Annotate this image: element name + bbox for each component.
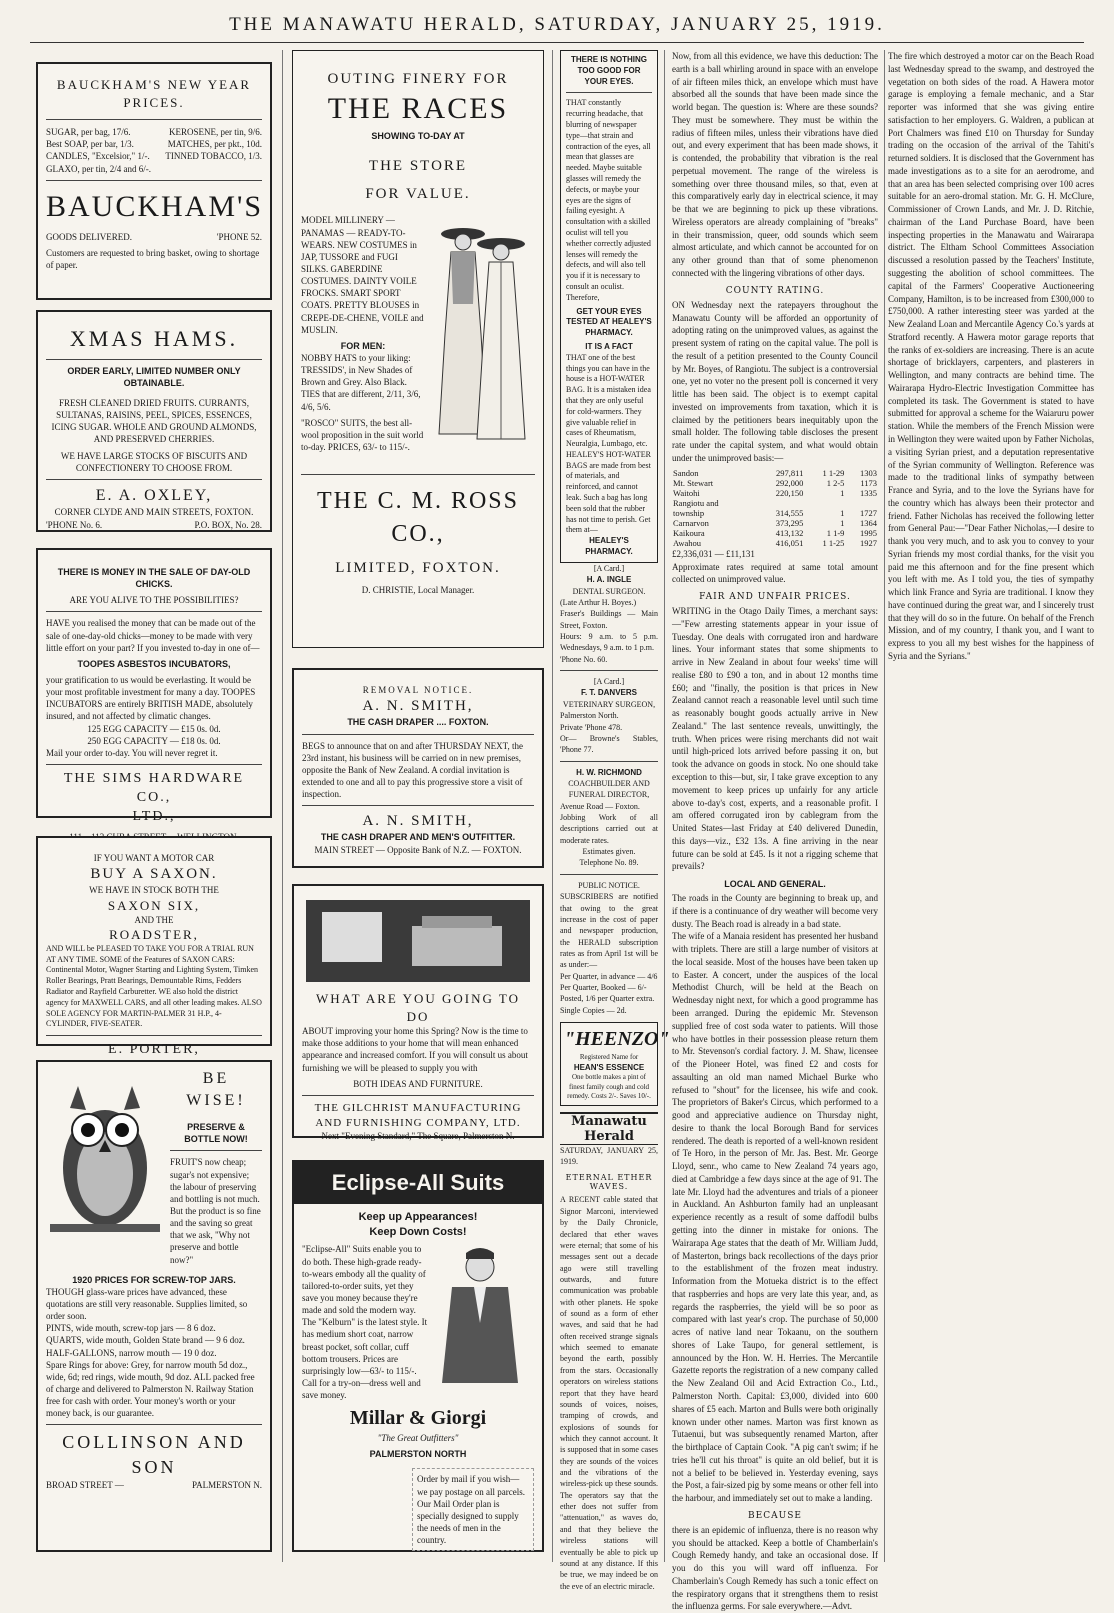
heenzo-small: One bottle makes a pint of finest family cough and cold remedy. Costs 2/-. Saves 10/-. <box>567 1073 651 1101</box>
heenzo-sub: Registered Name for <box>579 1053 639 1062</box>
rating-cell: 1335 <box>860 487 877 498</box>
rating-cell: Kaikoura <box>673 527 705 538</box>
rating-cell: 1364 <box>860 517 877 528</box>
bauckham-title: BAUCKHAM'S NEW YEAR PRICES. <box>56 77 252 110</box>
sims-ltd: LTD., <box>132 808 176 824</box>
saxon-body: AND WILL be PLEASED TO TAKE YOU FOR A TRIAL RUN AT ANY TIME. SOME of the Features of SAXON CARS: Continental Motor, Wagner Starting and Lighting System, Timken Roller Bearings, Pratt Bearings, Demountable Rims, Fedders Radiator and Rayfield Carburetter. WE also hold the district agency for MAXWELL CARS, and all other leading makes. ALSO SOLE AGENCY FOR MARTIN-PALMER 31 H.P., 4-CYLINDER, FIVE-SEATER. <box>46 943 262 1029</box>
store-items: MODEL MILLINERY — PANAMAS — READY-TO-WEARS. NEW COSTUMES in JAP, TUSSORE and FUGI SILKS. GABERDINE COSTUMES. DAINTY VOILE FROCKS. SMART SPORT COATS. PRETTY BLOUSES in CREPE-DE-CHENE, VOILE and MUSLIN. <box>301 215 424 335</box>
county-heading: COUNTY RATING. <box>725 285 825 296</box>
healey-name: HEALEY'S PHARMACY. <box>585 536 633 557</box>
ross-ad <box>292 50 544 648</box>
chicks-mail: Mail your order to-day. You will never regret it. <box>46 747 218 758</box>
oxley-address: CORNER CLYDE AND MAIN STREETS, FOXTON. <box>54 507 254 518</box>
ross-name: THE C. M. ROSS CO., <box>316 488 520 547</box>
collinson-name: COLLINSON AND SON <box>62 1432 246 1477</box>
price-row: SUGAR, per bag, 17/6. KEROSENE, per tin, 9/6. <box>46 127 262 138</box>
rating-cell: 1 <box>840 517 845 528</box>
jar-price-row: PINTS, wide mouth, screw-top jars — 8 6 doz. <box>46 1323 216 1334</box>
smith-sub: THE CASH DRAPER .... FOXTON. <box>347 717 489 728</box>
oxley-body: FRESH CLEANED DRIED FRUITS. CURRANTS, SULTANAS, RAISINS, PEEL, SPICES, ESSENCES, ICING SUGAR. WHOLE AND GROUND ALMONDS, AND PRESERVED CHERRIES. <box>51 397 257 445</box>
furniture-illustration <box>302 896 534 986</box>
rating-cell: 413,132 <box>775 527 804 538</box>
bauckham-delivered: GOODS DELIVERED. <box>46 232 132 243</box>
gilchrist-ideas: BOTH IDEAS AND FURNITURE. <box>353 1078 483 1089</box>
ether-heading: ETERNAL ETHER WAVES. <box>565 1173 653 1192</box>
owl-illustration <box>46 1068 164 1238</box>
rating-cell: 1 1-9 <box>826 527 845 538</box>
bauckham-name: BAUCKHAM'S <box>46 189 264 223</box>
gilchrist-body: ABOUT improving your home this Spring? Now is the time to make those additions to your home that will mean enhanced appearance and increased comfort. If you will consult us about furnishing we will be pleased to supply you with <box>302 1026 528 1073</box>
healey-test: GET YOUR EYES TESTED AT HEALEY'S PHARMACY. <box>566 306 652 338</box>
millar-body: "Eclipse-All" Suits enable you to do both. These high-grade ready-to-wears embody all the quality of tailored-to-order suits, yet they save you money because they're made and sold the modern way. The "Kelburn" is the latest style. It has medium short coat, narrow breast pocket, soft collar, cuff bottom trousers. Prices are surprisingly low—63/- to 115/-. Call for a try-on—dress well and save money. <box>302 1244 428 1401</box>
removal-heading: REMOVAL NOTICE. <box>362 685 474 695</box>
chicks-capacity-1: 125 EGG CAPACITY — £15 0s. 0d. <box>87 723 221 734</box>
rating-row <box>672 498 878 508</box>
heenzo-essence: HEAN'S ESSENCE <box>573 1062 645 1072</box>
chicks-capacity-2: 250 EGG CAPACITY — £18 0s. 0d. <box>87 735 221 746</box>
price-row: GLAXO, per tin, 2/4 and 6/-. <box>46 163 151 174</box>
rating-cell <box>754 498 805 508</box>
because-heading: BECAUSE <box>748 1510 802 1521</box>
bauckham-ad <box>36 62 272 300</box>
races-line-3: SHOWING TO-DAY AT <box>371 130 465 141</box>
notice-body: SUBSCRIBERS are notified that owing to the great increase in the cost of paper and newspaper production, the HERALD subscription rates as from April 1st will be as under:— <box>560 892 658 970</box>
chicks-product: TOOPES ASBESTOS INCUBATORS, <box>77 658 231 669</box>
rosco-suits: "ROSCO" SUITS, the best all-wool proposition in the suit world to-day. PRICES, 63/- to 115/-. <box>301 417 424 452</box>
rating-cell: 1 <box>840 487 845 498</box>
porter-name: E. PORTER, <box>108 1042 200 1058</box>
oxley-order: ORDER EARLY, LIMITED NUMBER ONLY OBTAINABLE. <box>67 365 241 388</box>
eclipse-banner: Eclipse-All Suits <box>294 1162 542 1204</box>
rating-cell: 1 <box>840 507 845 518</box>
races-line-5: FOR VALUE. <box>365 186 471 203</box>
gilchrist-headline: WHAT ARE YOU GOING TO DO <box>315 991 521 1024</box>
jar-prices-title: 1920 PRICES FOR SCREW-TOP JARS. <box>72 1274 236 1285</box>
chicks-ad <box>36 548 272 824</box>
healey-head: THERE IS NOTHING TOO GOOD FOR YOUR EYES. <box>570 55 647 86</box>
collinson-body-3: Spare Rings for above: Grey, for narrow mouth 5d doz., wide, 6d; red rings, wide mouth, 9d doz. ALL packed free of charge and delivered to Palmerston N. Railway Station free for cash with order. Your money's worth or your money back, is our guarantee. <box>46 1359 255 1419</box>
millar-head-2: Keep Down Costs! <box>369 1225 467 1238</box>
rating-cell: Carnarvon <box>673 517 709 528</box>
men-heading: FOR MEN: <box>340 340 386 351</box>
rating-row <box>672 518 878 528</box>
chicks-title: THERE IS MONEY IN THE SALE OF DAY-OLD CHICKS. <box>57 567 251 590</box>
rating-cell: 373,295 <box>775 517 804 528</box>
notice-rate: Single Copies — 2d. <box>560 1005 627 1015</box>
collinson-street: BROAD STREET — <box>46 1480 124 1491</box>
rating-cell: 1 2-5 <box>826 477 845 488</box>
rating-cell: 297,811 <box>776 467 804 478</box>
rating-cell <box>845 498 878 508</box>
oxley-body-2: WE HAVE LARGE STOCKS OF BISCUITS AND CONFECTIONERY TO CHOOSE FROM. <box>60 450 248 473</box>
gilchrist-address: Next "Evening Standard," The Square, Palmerston N. <box>321 1131 515 1142</box>
column-3 <box>560 50 670 1591</box>
jar-price-row: QUARTS, wide mouth, Golden State brand — 9 6 doz. <box>46 1335 245 1346</box>
millar-head-1: Keep up Appearances! <box>358 1210 478 1223</box>
rating-row <box>672 508 878 518</box>
bauckham-price-list <box>46 126 262 175</box>
rating-row <box>672 468 878 478</box>
healey-ad <box>560 50 658 563</box>
rating-row <box>672 538 878 548</box>
rating-table <box>672 468 878 548</box>
card-richmond: H. W. RICHMOND COACHBUILDER AND FUNERAL DIRECTOR, Avenue Road — Foxton. Jobbing Work of all descriptions carried out at moderate rates. Estimates given. Telephone No. 89. <box>560 767 658 868</box>
rating-cell: Mt. Stewart <box>673 477 714 488</box>
notice-rate: Per Quarter, Booked — 6/- <box>560 983 647 993</box>
because-body: there is an epidemic of influenza, there is no reason why you should be attacked. Keep a bottle of Chamberlain's Cough Remedy handy, and take an occasional dose. If you do this you will ward off influenza. For Chamberlain's Cough Remedy has such a tonic effect on the respiratory organs that it strengthens them to resist the influenza germs. For sale everywhere.—Advt. <box>672 1524 878 1612</box>
price-row: CANDLES, "Excelsior," 1/-. TINNED TOBACCO, 1/3. <box>46 151 262 162</box>
notice-heading: PUBLIC NOTICE. <box>578 880 640 890</box>
news-column-5: The wife of a Manaia resident has presented her husband with triplets. There are still a large number of visitors at the local seaside. Most of the houses have been taken up to Easter. A concert, under the auspices of the local Methodist Church, will be held at the Beach on Wednesday night next, for which a good programme has been arranged. During the epidemic Mr. Stevenson supplied free of cost soda water to patients. Will those who have bottles in their possession please return them to Mr. Stevenson's cordial factory. J. M. Shaw, licensee of the Pioneer Hotel, was fined £2 and costs for assaulting an old man named Michael Burke who refused to "shout" for the licensee, his wife and cook. The proprietors of Baker's Circus, which performed to a good and appreciative audience on Thursday night, desire to thank the local Borough Band for services rendered. The death is reported of a well-known resident of Te Horo, in the person of Mr. Jas. Best. Mr. George Lloyd, senr., who came to New Zealand 74 years ago, died at Cambridge a few days since at the age of 91. The late Mr. Lloyd had the adventures and trials of a pioneer in Auckland. An Ashburton family had an unpleasant experience recently as a result of some daffodil bulbs getting into the dinner in mistake for onions. The Wairarapa Age states that the death of Mr. William Judd, of Masterton, brings back recollections of the days prior to the establishment of the frozen meat industry. Information from the Motueka district is to the effect that raspberries and hops are very late this year, and, as regards the raspberries, the yield will be so poor as compared with last year's crop. The purchase of 50,000 acres of native land near Tokaanu, on the southern shores of Lake Taupo, for general settlement, is announced by the Hon. W. H. Herries. The Mercantile Gazette reports the registration of a new company called the New Zealand Oil and Acid Extraction Co., Ltd., Palmerston North. Capital: £3,000, divided into 600 shares of £5 each. Marton and Bulls were both originally known under other names. Marton was first known as Tutaenui, but was subsequently renamed Marton, after the birthplace of Captain Cook. "A pig can't swim; if he tries he'll cut his throat" is quite an old belief, but it is not a belief to be believed in. Yesterday evening, says the Post, a fair-sized pig by some means or other fell into the harbour, and immediately set out to make a landing. <box>672 931 878 1504</box>
saxon-stock: WE HAVE IN STOCK BOTH THE <box>89 885 219 896</box>
smith-name: A. N. SMITH, <box>362 698 474 715</box>
fair-body: WRITING in the Otago Daily Times, a merchant says:—"Few arresting statements appear in your issue of Tuesday. One deals with corrugated iron and hardware lines. Your informant states that some shipments to arrive in New Zealand in about four weeks' time will realise £80 to £90 a ton, and in about 12 months time £60; and "finally, the position is that prices in New Zealand cannot reach a reasonable level until such time as reasonably bought goods actually arrive in New Zealand." The last sentence reveals, unwittingly, the truth. When prices were rising merchants did not wait until high-priced lots arrived before passing it on, but took the advance on goods in stock. No one should take exception to this—but, sir, I take grave exception to any movement to keep prices up unfairly for any article above to-day's cost, experts, and a reasonable profit. I am offered corrugated iron by cablegram from the United States—last Friday at £40 delivered Dunedin, this days—viz., £32 13s. A fine arriving in the near future can be sold at £45. Is it not a rigging scheme that prevails? <box>672 606 878 872</box>
healey-body-2: THAT one of the best things you can have in the house is a HOT-WATER BAG. It is a mistaken idea that they are only useful for cold-warmers. They give valuable relief in cases of Rheumatism, Neuralgia, Lumbago, etc. HEALEY'S HOT-WATER BAGS are made from best of materials, and reinforced, and cannot leak. Such a bag has long been sold that the rubber has not time to perish. Get them at— <box>566 352 651 535</box>
smith-sub-2: THE CASH DRAPER AND MEN'S OUTFITTER. <box>320 832 516 843</box>
gilchrist-name: THE GILCHRIST MANUFACTURING AND FURNISHING COMPANY, LTD. <box>314 1101 522 1129</box>
jar-price-row: HALF-GALLONS, narrow mouth — 19 0 doz. <box>46 1347 217 1358</box>
saxon-roadster: ROADSTER, <box>109 927 199 943</box>
chicks-body: HAVE you realised the money that can be made out of the sale of one-day-old chicks—money to be made with very little effort on your part? If you invested to-day in one of— <box>46 618 260 653</box>
rating-total: £2,336,031 — £11,131 <box>672 548 755 559</box>
millar-slogan: "The Great Outfitters" <box>377 1433 459 1444</box>
rating-row <box>672 478 878 488</box>
ether-article: A RECENT cable stated that Signor Marconi, interviewed by the Daily Chronicle, declared that ether waves were eternal; that some of his messages sent out a decade ago were still travelling outwards, and future communication was probable with other planets. He spoke of sound as a form of ether waves, and said that he had often received strange signals which seemed to emanate beyond the earth, possibly from the stars. Occasionally operators on wireless stations report that they have heard sounds of voices, noises, tramping of crowds, and explosions of sounds for which they cannot account. It is supposed that in some cases they are sounds of the voices and the vibrations of the wireless-pick up these sounds. The operators say that the ether does not suffer from "attenuation," as waves do, and that they believe the wireless stations will eventually be able to pick up sound at any distance. If this be true, we may indeed be on the eve of an electric miracle. <box>560 1195 658 1591</box>
ether-continuation: Now, from all this evidence, we have this deduction: The earth is a ball whirling around in space with an envelope of air fifteen miles thick, an envelope which must have absorbed all the sounds that have been made since the world began. The question is: Where are these sounds? They must be somewhere. They must be within the radius of fifteen miles, unless their vibrations have died out, and every experiment that has been made shows, it is contended, the probability that vibration is the real perpetual movement. The range of the wireless is something over three thousand miles, so that, even at this comparatively early day in electrical science, it may be that we are beginning to pick up these vibrations. Wireless operators are already complaining of "breaks" in their transmission, queer, odd sounds which seem almost articulate, and which cannot be accounted for on any other ground than that of some phenomenon connected with the lingering vibrations of other days. <box>672 51 878 279</box>
county-body: ON Wednesday next the ratepayers throughout the Manawatu County will be afforded an opportunity of adopting rating on the unimproved values, as against the present system of rating on the capital value. The poll is the result of a petition presented to the County Council by Mr. Boyes, of Rangiotu. The subject is a controversial one, yet no voter no the present poll is concerned it very little has been said. The object is to exempt capital invested on improvements from taxation, which it is claimed by the petitioners bears inequitably upon the small holder. The following table discloses the present rate under the capital system, and what would obtain under the unimproved basis:— <box>672 299 878 463</box>
smith-name-2: A. N. SMITH, <box>362 813 474 830</box>
notice-rate: Per Quarter, in advance — 4/6 <box>560 971 658 981</box>
chicks-subtitle: ARE YOU ALIVE TO THE POSSIBILITIES? <box>69 595 239 606</box>
suit-illustration <box>430 1243 530 1383</box>
chicks-body-2: your gratification to us would be everlasting. It would be your most profitable investment for many a day. TOOPES INCUBATORS are entirely BRITISH MADE, absolutely insured, and not affected by climatic changes. <box>46 674 256 722</box>
millar-ad <box>292 1160 544 1552</box>
column-rule <box>552 50 553 1562</box>
column-6 <box>888 50 1094 1562</box>
oxley-box: P.O. BOX, No. 28. <box>194 519 262 530</box>
rating-cell: 292,000 <box>775 477 804 488</box>
saxon-six: SAXON SIX, <box>107 897 201 913</box>
saxon-ad <box>36 836 272 1058</box>
saxon-top: IF YOU WANT A MOTOR CAR <box>93 853 215 863</box>
races-line-1: OUTING FINERY FOR <box>327 71 509 87</box>
saxon-and: AND THE <box>134 915 174 926</box>
collinson-body: FRUIT'S now cheap; sugar's not expensive; the labour of preserving and bottling is not much. But the product is so fine and the saving so great that we ask, "Why not preserve and bottle now?" <box>170 1157 261 1265</box>
rating-cell: 1303 <box>860 467 877 478</box>
rating-row <box>672 528 878 538</box>
millar-mail-note: Order by mail if you wish—we pay postage on all parcels. Our Mail Order plan is specially designed to supply the needs of men in the country. <box>412 1468 534 1551</box>
card-danvers: [A Card.] F. T. DANVERS VETERINARY SURGEON, Palmerston North. Private 'Phone 478. Or— Browne's Stables, 'Phone 77. <box>560 677 658 755</box>
smith-address: MAIN STREET — Opposite Bank of N.Z. — FOXTON. <box>314 844 522 855</box>
oxley-phone: 'PHONE No. 6. <box>46 519 103 530</box>
rating-cell: 1927 <box>860 537 877 548</box>
masthead: THE MANAWATU HERALD, SATURDAY, JANUARY 25, 1919. <box>229 14 885 35</box>
fact-heading: IT IS A FACT <box>585 341 633 351</box>
men-body: NOBBY HATS to your liking: TRESSIDS', in New Shades of Brown and Grey. Also Black. TIES that are different, 2/11, 3/6, 4/6, 5/6. <box>301 352 421 412</box>
oxley-title: XMAS HAMS. <box>69 326 239 351</box>
rating-cell: 1727 <box>860 507 877 518</box>
rating-approx: Approximate rates required at same total amount collected on unimproved value. <box>672 561 878 585</box>
bauckham-phone: 'PHONE 52. <box>216 232 262 243</box>
races-line-4: THE STORE <box>368 157 468 174</box>
rating-cell: 1 1-29 <box>822 467 845 478</box>
smith-ad <box>292 668 544 868</box>
rating-cell: 1 1-25 <box>822 537 845 548</box>
paper-date: SATURDAY, JANUARY 25, 1919. <box>560 1145 658 1167</box>
bauckham-note: Customers are requested to bring basket, owing to shortage of paper. <box>46 248 260 271</box>
bewise-headline: BE WISE! <box>186 1070 246 1109</box>
collinson-ad <box>36 1060 272 1552</box>
rating-cell: Rangiotu and <box>673 497 719 508</box>
oxley-name: E. A. OXLEY, <box>95 486 213 504</box>
smith-body: BEGS to announce that on and after THURSDAY NEXT, the 23rd instant, his business will be carried on in new premises, opposite the Bank of New Zealand. A cordial invitation is extended to one and all to pay this progressive store a visit of inspection. <box>302 740 523 800</box>
column-rule <box>282 50 283 1562</box>
millar-name: Millar & Giorgi <box>349 1407 487 1430</box>
rating-cell: Awahou <box>673 537 702 548</box>
local-heading: LOCAL AND GENERAL. <box>724 879 826 890</box>
rating-cell: township <box>673 507 705 518</box>
gilchrist-ad <box>292 884 544 1142</box>
oxley-ad <box>36 310 272 532</box>
rating-cell: 1995 <box>860 527 877 538</box>
rating-cell: 314,555 <box>775 507 804 518</box>
notice-rate: Posted, 1/6 per Quarter extra. <box>560 994 655 1004</box>
millar-town: PALMERSTON NORTH <box>369 1449 467 1460</box>
rating-cell: 416,051 <box>775 537 804 548</box>
local-body: The roads in the County are beginning to break up, and if there is a continuance of dry weather will become very dusty. The Beach road is already in a bad state. <box>672 893 878 929</box>
fashion-illustration <box>425 214 535 464</box>
collinson-town: PALMERSTON N. <box>191 1480 262 1491</box>
cards-section <box>560 563 658 1016</box>
column-4 <box>672 50 878 1612</box>
ross-manager: D. CHRISTIE, Local Manager. <box>361 585 475 596</box>
rating-cell: Sandon <box>673 467 699 478</box>
sims-name: THE SIMS HARDWARE CO., <box>63 770 245 805</box>
rating-cell: Waitohi <box>673 487 700 498</box>
column-rule <box>664 50 665 1562</box>
column-rule <box>884 50 885 1562</box>
rating-cell <box>804 498 845 508</box>
preserve-headline: PRESERVE & BOTTLE NOW! <box>184 1122 248 1145</box>
news-column-6: The fire which destroyed a motor car on the Beach Road last Wednesday spread to the swamp, and destroyed the vegetation on both sides of the road. A Hawera motor garage is employing a female mechanic, and a Star reporter was informed that she was giving entire satisfaction to her employers. G. Waldren, a publican at Port Chalmers was fined £10 on Thursday for Sunday trading on the occasion of the arrival of the Tahiti's returned soldiers. It is disclosed that the Government has made investigations as to a site for an aerodrome, and that an area has been selected comprising over 100 acres suitable for an aero-dromal station. Mr. G. H. McClure, Commissioner of Crown Lands, and Mr. J. D. Ritchie, chairman of the Land Purchase Board, have been inspecting properties in the Manawatu and Wairarapa district. The Eltham School Committees Association discussed a resolution passed by the Teachers' Institute, suggesting the abolition of school committees. The capital of the Farmers' Cooperative Auctioneering Company, Hamilton, is to be increased from £300,000 to £750,000. A rather interesting steer was yarded at the New Zealand Loan and Mercantile Agency Co.'s yards at Stratford recently. A Hawera motor garage reports that the ranks of ex-soldiers are increasing. There is an acute shortage of bricklayers, carpenters, and plasterers in Wellington, and many contracts are behind time. The Wairarapa Hydro-Electric Investigation Committee has completed its task. The Government is stated to have submitted for approval a scheme for the Waiaruru power station. While the members of the French Mission were in Wellington they were waited upon by Father Nicholas, a visiting Syrian priest, and a deputation representative of the Syrian community of Wellington. Reference was made to the traditional links of sympathy between France and Syria, and to the love the Syrians have for the country which has always been their protector and friend. Father Nicholas has received the following letter from General Pau:—"Dear Father Nicholas,—I desire to thank you very much, and to ask you to convey to your Syrian friends my most cordial thanks, for the visit you paid me this afternoon and for the fine present which you left with me. As I told you, the ties of sympathy which link France and Syria are traditional. I know they have continued during the great war, and I sincerely trust that they will do so in the future. On behalf of the French Mission, and of my country, I thank you, and I want to express to you all my best wishes for the happiness of Syria and the Syrians." <box>888 51 1094 661</box>
healey-body: THAT constantly recurring headache, that blurring of newspaper type—that strain and contraction of the eyes, all mean that glasses are needed. Maybe suitable glasses will remedy the defects, or maybe your eyes are the signs of failing eyesight. A consultation with a skilled oculist will tell you whether correctly adjusted lenses will remedy the defects, and will also tell you if it is necessary to consult an oculist. Therefore, <box>566 98 651 302</box>
ross-limited: LIMITED, FOXTON. <box>335 560 501 577</box>
saxon-buy: BUY A SAXON. <box>90 866 218 883</box>
races-line-2: THE RACES <box>327 92 509 126</box>
rating-cell: 220,150 <box>775 487 804 498</box>
rating-row <box>672 488 878 498</box>
paper-nameplate: Manawatu Herald <box>560 1112 658 1145</box>
price-row: Best SOAP, per bar, 1/3. MATCHES, per pkt., 10d. <box>46 139 262 150</box>
heenzo-ad <box>560 1022 670 1106</box>
rating-cell: 1173 <box>860 477 877 488</box>
collinson-body-2: THOUGH glass-ware prices have advanced, these quotations are still very reasonable. Supplies limited, so order soon. <box>46 1286 248 1322</box>
heenzo-name: "HEENZO" <box>564 1028 670 1051</box>
fair-heading: FAIR AND UNFAIR PRICES. <box>699 592 851 603</box>
card-ingle: [A Card.] H. A. INGLE DENTAL SURGEON. (Late Arthur H. Boyes.) Fraser's Buildings — Main Street, Foxton. Hours: 9 a.m. to 5 p.m. Wednesdays, 9 a.m. to 1 p.m. 'Phone No. 60. <box>560 563 658 664</box>
top-rule <box>30 42 1084 43</box>
